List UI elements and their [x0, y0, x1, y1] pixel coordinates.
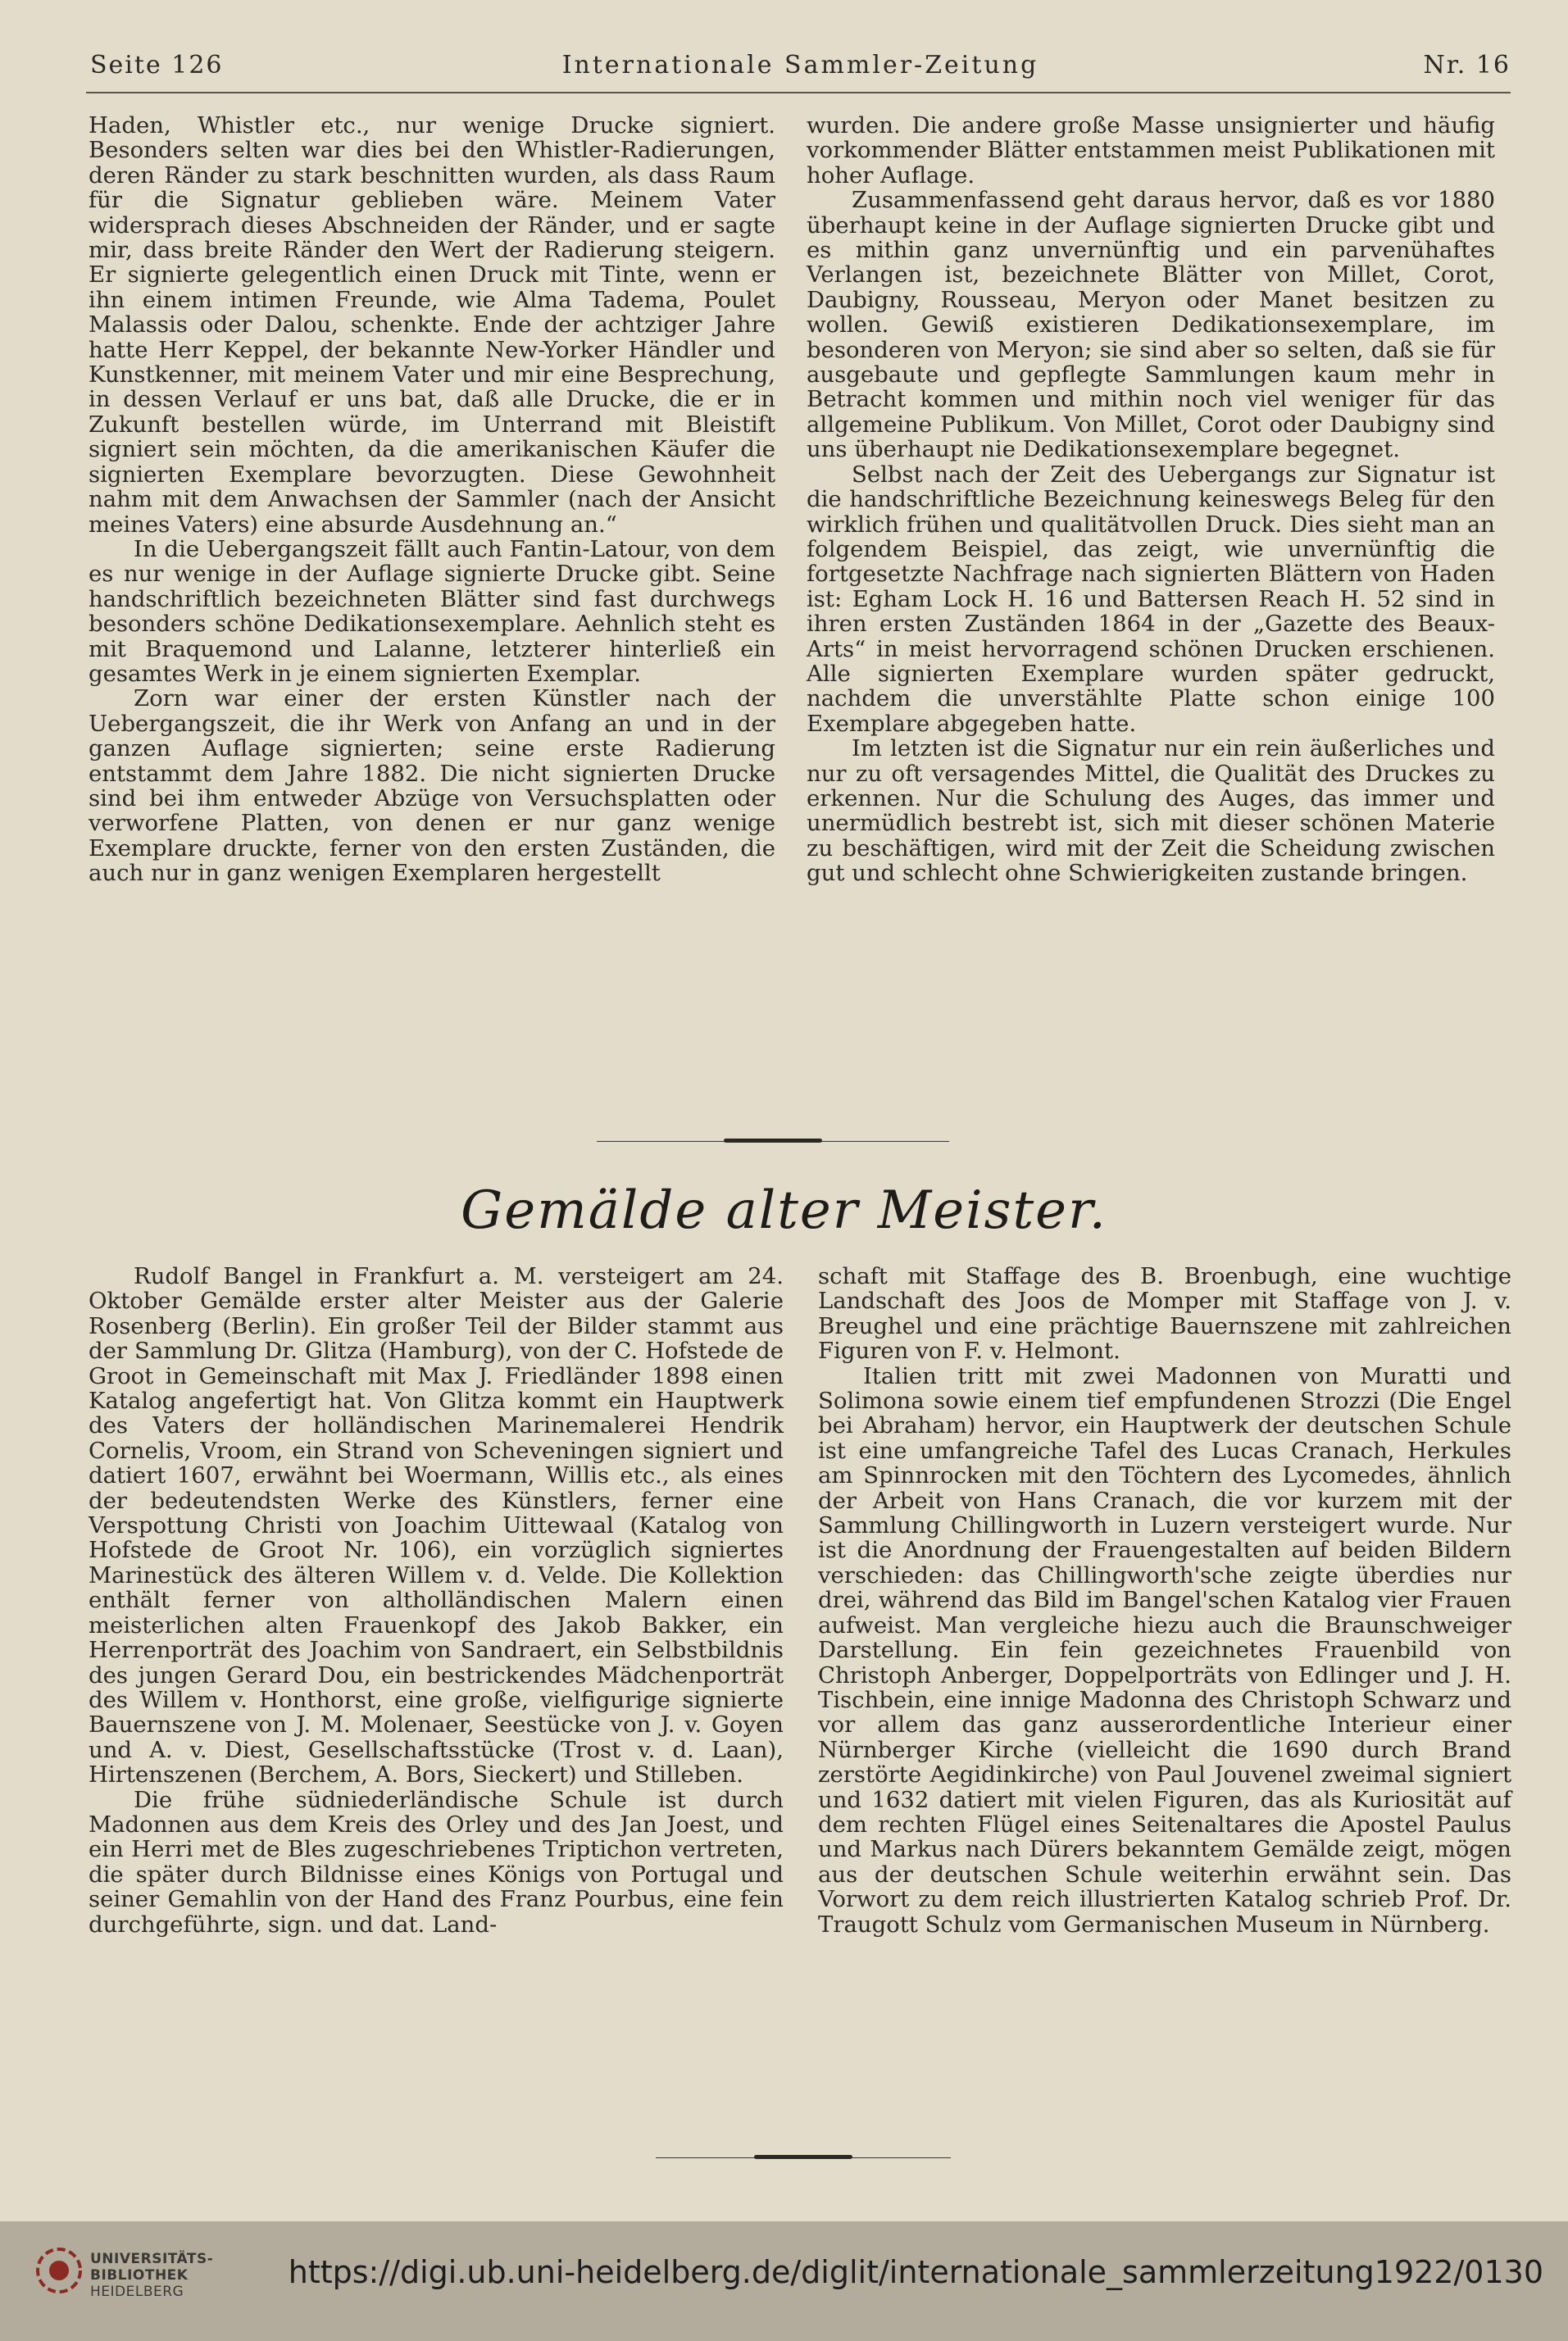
library-name: UNIVERSITÄTS- BIBLIOTHEK HEIDELBERG: [90, 2251, 214, 2300]
header-rule: [86, 92, 1511, 93]
article2-column-right: [818, 1264, 1511, 1937]
paragraph: Rudolf Bangel in Frankfurt a. M. versteigert am 24. Oktober Gemälde erster alter Meister aus der Galerie Rosenberg (Berlin). Ein großer Teil der Bilder stammt aus der Sammlung Dr. Glitza (Hamburg), von der C. Hofstede de Groot in Gemeinschaft mit Max J. Friedländer 1898 einen Katalog angefertigt hat. Von Glitza kommt ein Hauptwerk des Vaters der holländischen Marinemalerei Hendrik Cornelis, Vroom, ein Strand von Scheveningen signiert und datiert 1607, erwähnt bei Woermann, Willis etc., als eines der bedeutendsten Werke des Künstlers, ferner eine Verspottung Christi von Joachim Uittewaal (Katalog von Hofstede de Groot Nr. 106), ein vorzüglich signiertes Marinestück des älteren Willem v. d. Velde. Die Kollektion enthält ferner von altholländischen Malern einen meisterlichen alten Frauenkopf des Jakob Bakker, ein Herrenporträt des Joachim von Sandraert, ein Selbstbildnis des jungen Gerard Dou, ein bestrickendes Mädchenporträt des Willem v. Honthorst, eine große, vielfigurige signierte Bauernszene von J. M. Molenaer, Seestücke von J. v. Goyen und A. v. Diest, Gesellschaftsstücke (Trost v. d. Laan), Hirtenszenen (Berchem, A. Bors, Sieckert) und Stilleben.: [89, 1263, 784, 1789]
paragraph: Zusammenfassend geht daraus hervor, daß es vor 1880 überhaupt keine in der Auflage signierten Drucke gibt und es mithin ganz unvernünftig und ein parvenühaftes Verlangen ist, bezeichnete Blätter von Millet, Corot, Daubigny, Rousseau, Meryon oder Manet besitzen zu wollen. Gewiß existieren Dedikationsexemplare, im besonderen von Meryon; sie sind aber so selten, daß sie für ausgebaute und gepflegte Sammlungen kaum mehr in Betracht kommen und mithin noch viel weniger für das allgemeine Publikum. Von Millet, Corot oder Daubigny sind uns überhaupt nie Dedikationsexemplare begegnet.: [807, 187, 1495, 463]
issue-number: Nr. 16: [1423, 51, 1511, 80]
paragraph: Im letzten ist die Signatur nur ein rein äußerliches und nur zu oft versagendes Mittel, die Qualität des Druckes zu erkennen. Nur die Schulung des Auges, das immer und unermüdlich bestrebt ist, sich mit dieser schönen Materie zu beschäftigen, wird mit der Zeit die Scheidung zwischen gut und schlecht ohne Schwierigkeiten zustande bringen.: [807, 735, 1495, 887]
paragraph: wurden. Die andere große Masse unsignierter und häufig vorkommender Blätter entstammen meist Publikationen mit hoher Auflage.: [807, 112, 1495, 189]
paragraph: schaft mit Staffage des B. Broenbugh, eine wuchtige Landschaft des Joos de Momper mit Staffage von J. v. Breughel und eine prächtige Bauernszene mit zahlreichen Figuren von F. v. Helmont.: [818, 1263, 1511, 1365]
paragraph: Zorn war einer der ersten Künstler nach der Uebergangszeit, die ihr Werk von Anfang an und in der ganzen Auflage signierten; seine erste Radierung entstammt dem Jahre 1882. Die nicht signierten Drucke sind bei ihm entweder Abzüge von Versuchsplatten oder verworfene Platten, von denen er nur ganz wenige Exemplare druckte, ferner von den ersten Zuständen, die auch nur in ganz wenigen Exemplaren hergestellt: [89, 685, 775, 887]
running-header: [90, 51, 1511, 93]
article2-column-left: [89, 1264, 784, 1937]
paragraph: Italien tritt mit zwei Madonnen von Muratti und Solimona sowie einem tief empfundenen Strozzi (Die Engel bei Abraham) hervor, ein Hauptwerk der deutschen Schule ist eine umfangreiche Tafel des Lucas Cranach, Herkules am Spinnrocken mit den Töchtern des Lycomedes, ähnlich der Arbeit von Hans Cranach, die vor kurzem mit der Sammlung Chillingworth in Luzern versteigert wurde. Nur ist die Anordnung der Frauengestalten auf beiden Bildern verschieden: das Chillingworth'sche zeigte überdies nur drei, während das Bild im Bangel'schen Katalog vier Frauen aufweist. Man vergleiche hiezu auch die Braunschweiger Darstellung. Ein fein gezeichnetes Frauenbild von Christoph Anberger, Doppelporträts von Edlinger und J. H. Tischbein, eine innige Madonna des Christoph Schwarz und vor allem das ganz ausserordentliche Interieur einer Nürnberger Kirche (vielleicht die 1690 durch Brand zerstörte Aegidinkirche) von Paul Jouvenel zweimal signiert und 1632 datiert mit vielen Figuren, das als Kuriosität auf dem rechten Flügel eines Seitenaltares die Apostel Paulus und Markus nach Dürers bekanntem Gemälde zeigt, mögen aus der deutschen Schule weiterhin erwähnt sein. Das Vorwort zu dem reich illustrierten Katalog schrieb Prof. Dr. Traugott Schulz vom Germanischen Museum in Nürnberg.: [818, 1362, 1511, 1938]
paragraph: In die Uebergangszeit fällt auch Fantin-Latour, von dem es nur wenige in der Auflage signierte Drucke gibt. Seine handschriftlich bezeichneten Blätter sind fast durchwegs besonders schöne Dedikationsexemplare. Aehnlich steht es mit Braquemond und Lalanne, letzterer hinterließ ein gesamtes Werk in je einem signierten Exemplar.: [89, 535, 775, 687]
article1-column-right: [807, 113, 1495, 886]
source-url-link[interactable]: https://digi.ub.uni-heidelberg.de/diglit/internationale_sammlerzeitung1922/0130: [288, 2254, 1543, 2290]
journal-title: Internationale Sammler-Zeitung: [561, 51, 1039, 80]
library-logo-icon: [34, 2246, 84, 2295]
page-number: Seite 126: [90, 51, 224, 80]
paragraph: Haden, Whistler etc., nur wenige Drucke signiert. Besonders selten war dies bei den Whistler-Radierungen, deren Ränder zu stark beschnitten wurden, als dass Raum für die Signatur geblieben wäre. Meinem Vater widersprach dieses Abschneiden der Ränder, und er sagte mir, dass breite Ränder den Wert der Radierung steigern. Er signierte gelegentlich einen Druck mit Tinte, wenn er ihn einem intimen Freunde, wie Alma Tadema, Poulet Malassis oder Dalou, schenkte. Ende der achtziger Jahre hatte Herr Keppel, der bekannte New-Yorker Händler und Kunstkenner, mit meinem Vater und mir eine Besprechung, in dessen Verlauf er uns bat, daß alle Drucke, die er in Zukunft bestellen würde, im Unterrand mit Bleistift signiert sein möchten, da die amerikanischen Käufer die signierten Exemplare bevorzugten. Diese Gewohnheit nahm mit dem Anwachsen der Sammler (nach der Ansicht meines Vaters) eine absurde Ausdehnung an.“: [89, 112, 775, 538]
end-divider: [656, 2157, 951, 2158]
article1-column-left: [89, 113, 775, 886]
section-divider: [597, 1141, 949, 1142]
paragraph: Selbst nach der Zeit des Uebergangs zur Signatur ist die handschriftliche Bezeichnung keineswegs Beleg für den wirklich frühen und qualitätvollen Druck. Dies sieht man an folgendem Beispiel, das zeigt, wie unvernünftig die fortgesetzte Nachfrage nach signierten Blättern von Haden ist: Egham Lock H. 16 und Battersen Reach H. 52 sind in ihren ersten Zuständen 1864 in der „Gazette des Beaux-Arts“ in meist hervorragend schönen Drucken erschienen. Alle signierten Exemplare wurden später gedruckt, nachdem die unverstählte Platte schon einige 100 Exemplare abgegeben hatte.: [807, 461, 1495, 737]
article-title: Gemälde alter Meister.: [461, 1180, 1107, 1241]
paragraph: Die frühe südniederländische Schule ist durch Madonnen aus dem Kreis des Orley und des Jan Joest, und ein Herri met de Bles zugeschriebenes Triptichon vertreten, die später durch Bildnisse eines Königs von Portugal und seiner Gemahlin von der Hand des Franz Pourbus, eine fein durchgeführte, sign. und dat. Land-: [89, 1786, 784, 1938]
viewer-footer: [0, 2221, 1568, 2341]
